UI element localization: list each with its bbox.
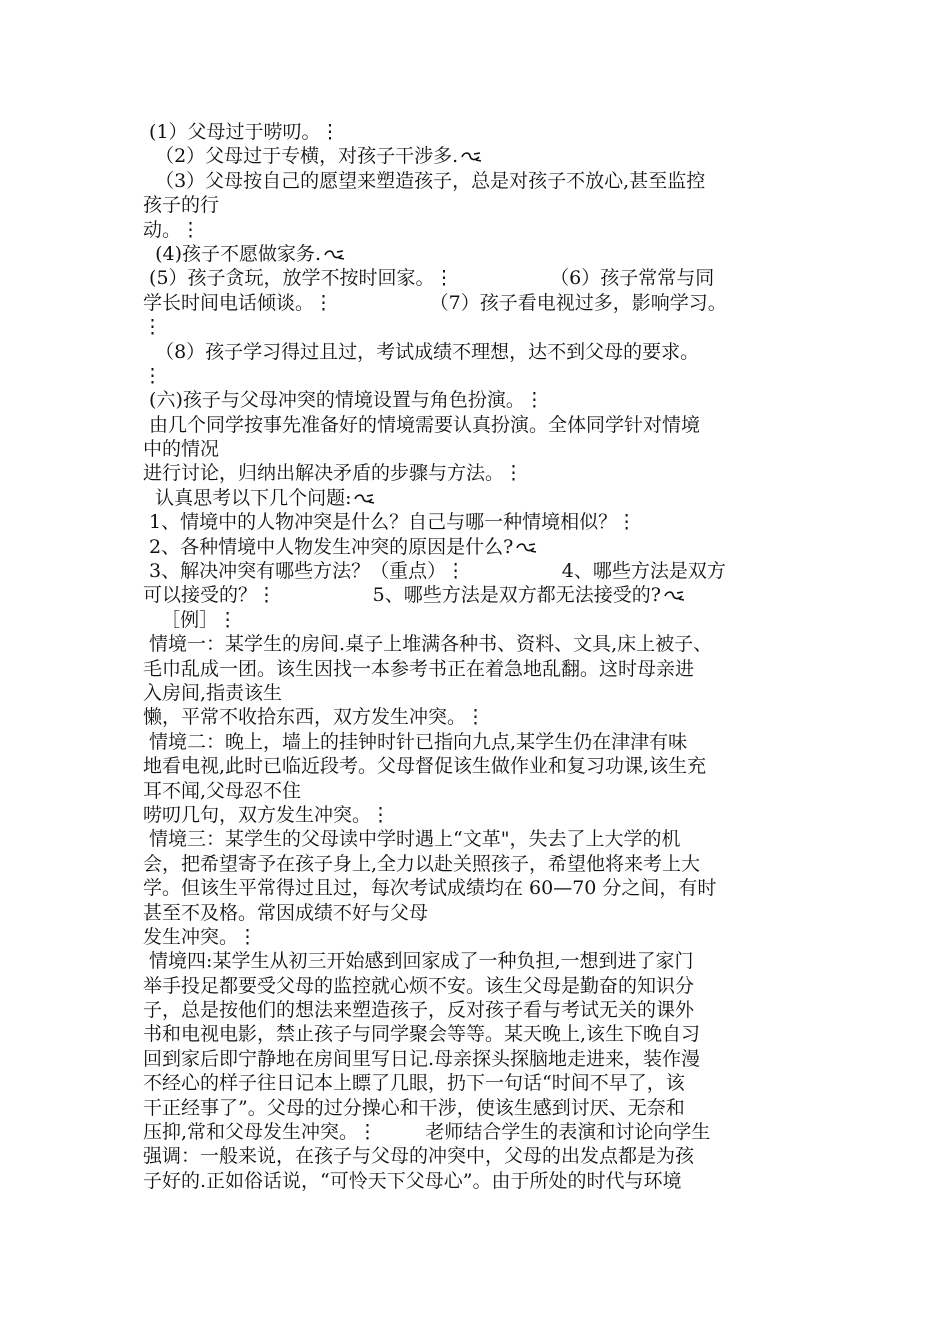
decorative-mark-icon — [515, 542, 537, 554]
text-line: (4)孩子不愿做家务. — [143, 242, 813, 266]
text-line: (1）父母过于唠叨。⋮ — [143, 121, 340, 143]
text-line: 可以接受的？⋮ 5、哪些方法是双方都无法接受的? — [143, 583, 813, 607]
decorative-mark-icon — [353, 493, 375, 505]
text-line: (六)孩子与父母冲突的情境设置与角色扮演。⋮ — [143, 389, 544, 412]
text-line: 入房间,指责该生 — [143, 681, 283, 704]
text-line: （3）父母按自己的愿望来塑造孩子，总是对孩子不放心,甚至监控 — [143, 169, 706, 192]
text-line: 情境三：某学生的父母读中学时遇上“文革"，失去了上大学的机 — [143, 828, 681, 851]
text-line: 举手投足都要受父母的监控就心烦不安。该生父母是勤奋的知识分 — [143, 974, 695, 997]
text-line: 子，总是按他们的想法来塑造孩子，反对孩子看与考试无关的课外 — [143, 999, 695, 1022]
text-line: 懒，平常不收拾东西，双方发生冲突。⋮ — [143, 706, 486, 729]
text-line: 子好的.正如俗话说，“可怜天下父母心”。由于所处的时代与环境 — [143, 1169, 682, 1192]
text-line: 情境二：晚上，墙上的挂钟时针已指向九点,某学生仍在津津有味 — [143, 730, 688, 753]
text-line: 地看电视,此时已临近段考。父母督促该生做作业和复习功课,该生充 — [143, 755, 707, 778]
text-line: 动。⋮ — [143, 218, 201, 241]
text-line: 学长时间电话倾谈。⋮ （7）孩子看电视过多，影响学习。 — [143, 291, 727, 314]
text-line: 发生冲突。⋮ — [143, 925, 258, 948]
text-line: 强调：一般来说，在孩子与父母的冲突中，父母的出发点都是为孩 — [143, 1145, 695, 1168]
text-line: 毛巾乱成一团。该生因找一本参考书正在着急地乱翻。这时母亲进 — [143, 657, 695, 680]
text-line: ⋮ — [143, 316, 162, 339]
text-line: 干正经事了”。父母的过分操心和干涉，使该生感到讨厌、无奈和 — [143, 1096, 685, 1119]
text-line: 甚至不及格。常因成绩不好与父母 — [143, 901, 429, 924]
text-line: ［例］⋮ — [143, 608, 238, 631]
decorative-mark-icon — [663, 590, 685, 602]
text-line: （8）孩子学习得过且过，考试成绩不理想，达不到父母的要求。 — [143, 340, 700, 363]
text-line: 1、情境中的人物冲突是什么？自己与哪一种情境相似？⋮ — [143, 511, 637, 534]
decorative-mark-icon — [323, 249, 345, 261]
text-line: ⋮ — [143, 364, 162, 387]
text-line: 会，把希望寄予在孩子身上,全力以赴关照孩子，希望他将来考上大 — [143, 852, 701, 875]
text-line: 认真思考以下几个问题: — [143, 486, 813, 510]
text-line: 唠叨几句，双方发生冲突。⋮ — [143, 803, 391, 826]
decorative-mark-icon — [460, 151, 482, 163]
text-line: 由几个同学按事先准备好的情境需要认真扮演。全体同学针对情境 — [143, 413, 701, 436]
text-line: （2）父母过于专横，对孩子干涉多. — [143, 144, 813, 168]
text-line: 情境四:某学生从初三开始感到回家成了一种负担,一想到进了家门 — [143, 950, 694, 973]
text-line: (5）孩子贪玩，放学不按时回家。⋮ （6）孩子常常与同 — [143, 267, 715, 290]
text-line: 2、各种情境中人物发生冲突的原因是什么? — [143, 535, 813, 559]
document-body — [143, 120, 813, 1193]
text-line: 进行讨论，归纳出解决矛盾的步骤与方法。⋮ — [143, 462, 524, 485]
text-line: 书和电视电影，禁止孩子与同学聚会等等。某天晚上,该生下晚自习 — [143, 1023, 701, 1046]
text-line: 学。但该生平常得过且过，每次考试成绩均在 60—70 分之间，有时 — [143, 877, 717, 900]
text-line: 回到家后即宁静地在房间里写日记.母亲探头探脑地走进来，装作漫 — [143, 1047, 701, 1070]
text-line: 压抑,常和父母发生冲突。⋮ 老师结合学生的表演和讨论向学生 — [143, 1121, 711, 1144]
text-line: 不经心的样子往日记本上瞟了几眼，扔下一句话“时间不早了，该 — [143, 1072, 685, 1095]
text-line: 耳不闻,父母忍不住 — [143, 779, 302, 802]
text-line: 情境一：某学生的房间.桌子上堆满各种书、资料、文具,床上被子、 — [143, 633, 713, 656]
text-line: 中的情况 — [143, 438, 220, 461]
text-line: 3、解决冲突有哪些方法？（重点）⋮ 4、哪些方法是双方 — [143, 560, 726, 583]
text-line: 孩子的行 — [143, 194, 220, 217]
